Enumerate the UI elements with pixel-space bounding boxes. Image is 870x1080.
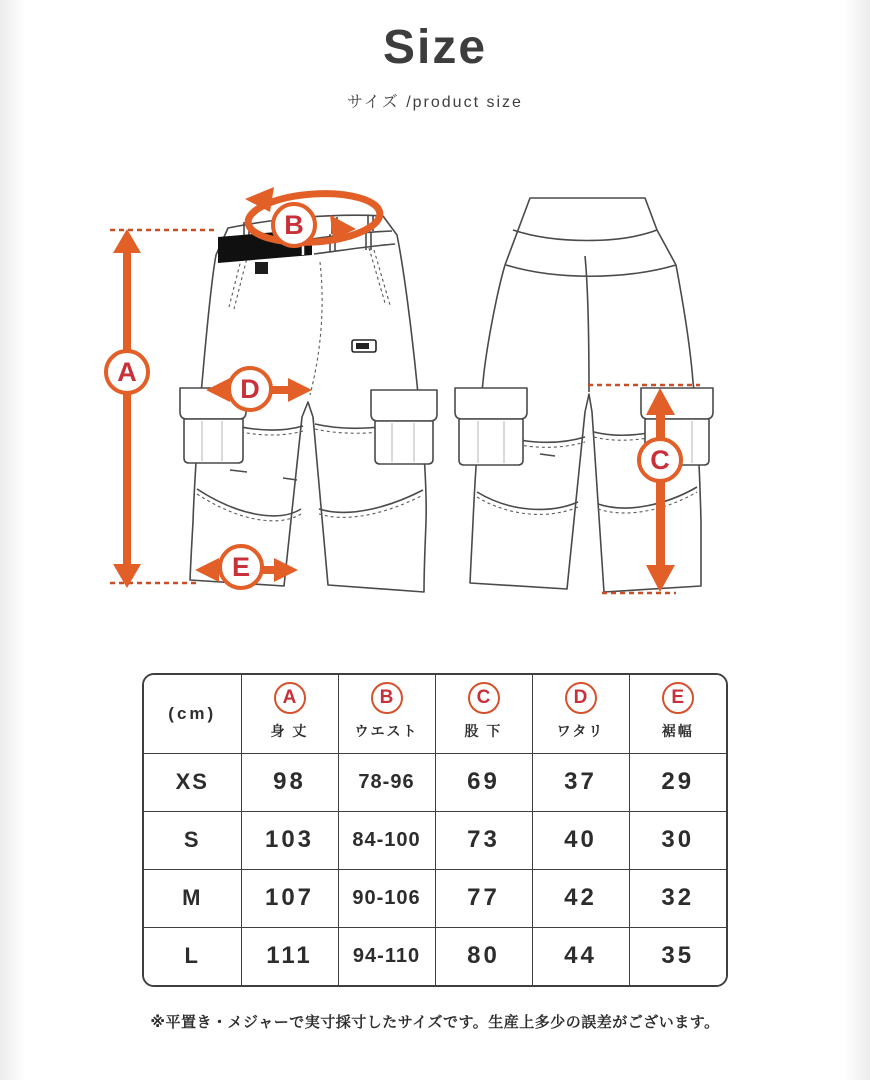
marker-e-letter: E — [231, 552, 251, 582]
measurement-header-cell — [338, 675, 435, 753]
measurement-value-cell: 94-110 — [338, 927, 435, 985]
measurement-footnote: ※平置き・メジャーで実寸採寸したサイズです。生産上多少の誤差がございます。 — [150, 1014, 720, 1031]
marker-d-letter: D — [240, 374, 260, 404]
measurement-value-cell: 29 — [629, 753, 726, 811]
front-view-pants — [180, 215, 437, 592]
measurement-value-cell: 84-100 — [338, 811, 435, 869]
marker-c-letter: C — [650, 445, 670, 475]
column-letter-badge: E — [662, 682, 694, 714]
size-table-section — [142, 673, 728, 987]
arrow-c-shaft — [656, 407, 665, 571]
column-label: 裾幅 — [661, 723, 694, 740]
column-letter-badge: C — [468, 682, 500, 714]
measurement-value-cell: 77 — [435, 869, 532, 927]
measurement-value-cell: 73 — [435, 811, 532, 869]
column-label: ウエスト — [354, 723, 419, 740]
measurement-header-cell — [435, 675, 532, 753]
marker-b-letter: B — [284, 210, 304, 240]
table-row — [144, 753, 726, 811]
measurement-value-cell: 98 — [241, 753, 338, 811]
arrow-a-shaft — [123, 247, 131, 571]
page-subtitle: サイズ /product size — [347, 94, 523, 111]
unit-label: (cm) — [168, 703, 217, 723]
column-label: 股 下 — [464, 723, 503, 740]
size-name-cell: S — [144, 811, 241, 869]
measurement-diagram — [0, 167, 870, 637]
measurement-value-cell: 69 — [435, 753, 532, 811]
table-row — [144, 811, 726, 869]
pants-diagram-svg — [0, 167, 870, 637]
table-row — [144, 869, 726, 927]
measurement-value-cell: 78-96 — [338, 753, 435, 811]
measurement-value-cell: 40 — [532, 811, 629, 869]
size-name-cell: M — [144, 869, 241, 927]
measurement-value-cell: 90-106 — [338, 869, 435, 927]
measurement-value-cell: 42 — [532, 869, 629, 927]
measurement-value-cell: 107 — [241, 869, 338, 927]
measurement-value-cell: 80 — [435, 927, 532, 985]
size-name-cell: XS — [144, 753, 241, 811]
size-name-cell: L — [144, 927, 241, 985]
column-letter-badge: A — [274, 682, 306, 714]
size-table — [144, 675, 726, 985]
measurement-header-cell — [629, 675, 726, 753]
measurement-value-cell: 103 — [241, 811, 338, 869]
measurement-value-cell: 30 — [629, 811, 726, 869]
measurement-value-cell: 35 — [629, 927, 726, 985]
measurement-header-cell — [241, 675, 338, 753]
table-row — [144, 927, 726, 985]
measurement-header-cell — [532, 675, 629, 753]
column-label: 身 丈 — [270, 723, 309, 740]
column-letter-badge: B — [371, 682, 403, 714]
page-title: Size — [382, 21, 488, 74]
unit-header-cell — [144, 675, 241, 753]
column-letter-badge: D — [565, 682, 597, 714]
page-header — [0, 0, 870, 112]
measurement-value-cell: 111 — [241, 927, 338, 985]
column-label: ワタリ — [556, 723, 605, 740]
size-table-body — [144, 753, 726, 985]
marker-a-letter: A — [117, 357, 137, 387]
measurement-value-cell: 37 — [532, 753, 629, 811]
back-view-pants — [455, 198, 713, 592]
measurement-value-cell: 44 — [532, 927, 629, 985]
table-header-row — [144, 675, 726, 753]
measurement-value-cell: 32 — [629, 869, 726, 927]
